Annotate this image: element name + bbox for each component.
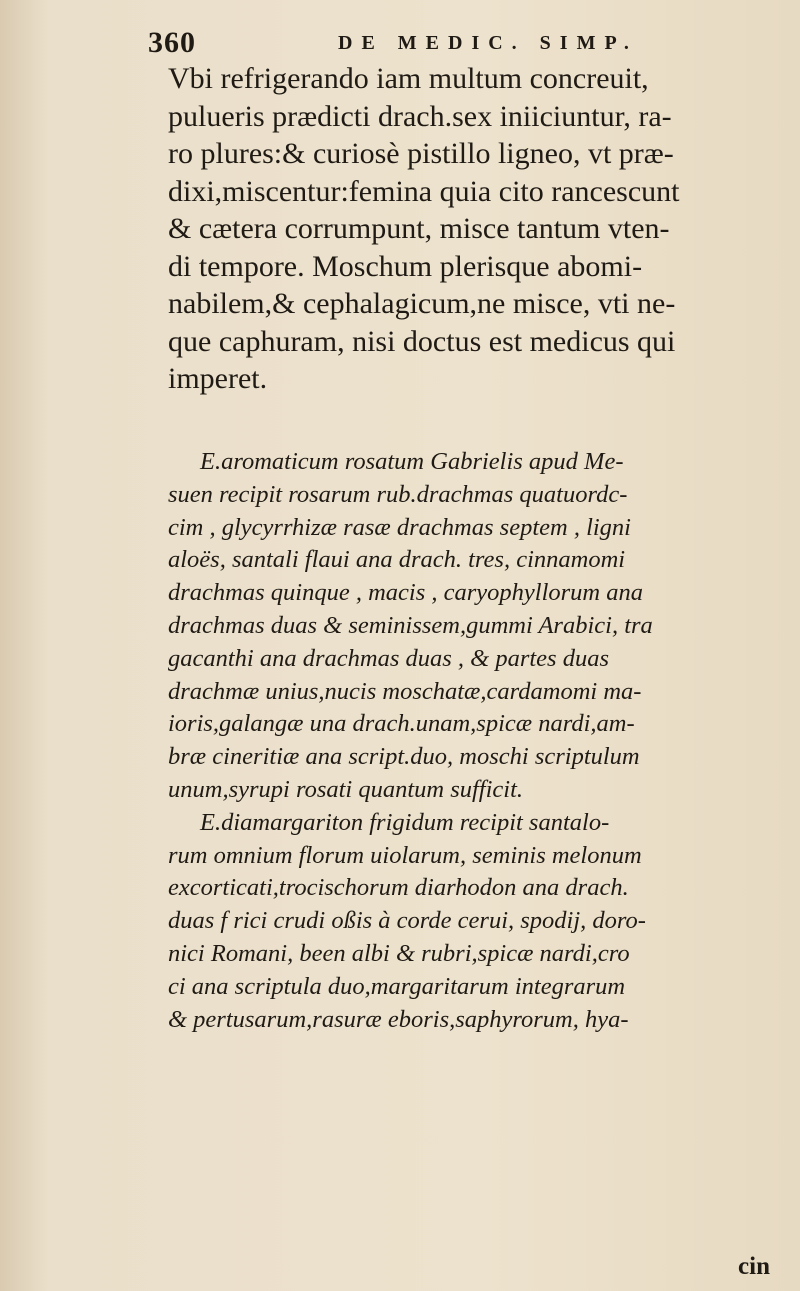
text-line: aloës, santali flaui ana drach. tres, cinnamomi bbox=[168, 546, 626, 574]
text-line: cim , glycyrrhizæ rasæ drachmas septem , ligni bbox=[168, 513, 631, 541]
text-line: unum,syrupi rosati quantum sufficit. bbox=[168, 775, 524, 803]
text-line: Vbi refrigerando iam multum concreuit, bbox=[168, 62, 649, 95]
text-line: ro plures:& curiosè pistillo ligneo, vt præ- bbox=[168, 137, 674, 170]
running-title: DE MEDIC. SIMP. bbox=[338, 32, 638, 54]
text-line: drachmæ unius,nucis moschatæ,cardamomi ma- bbox=[168, 677, 642, 705]
text-line: bræ cineritiæ ana script.duo, moschi scriptulum bbox=[168, 743, 640, 771]
text-line: suen recipit rosarum rub.drachmas quatuordc- bbox=[168, 480, 628, 508]
text-line: duas f rici crudi oßis à corde cerui, spodij, doro- bbox=[168, 907, 646, 935]
text-line: que caphuram, nisi doctus est medicus qui bbox=[168, 324, 676, 358]
text-line: nabilem,& cephalagicum,ne misce, vti ne- bbox=[168, 287, 676, 320]
running-head bbox=[148, 26, 778, 60]
roman-text-block bbox=[168, 60, 788, 398]
text-line: dixi,miscentur:femina quia cito rancescunt bbox=[168, 174, 680, 208]
text-line: di tempore. Moschum plerisque abomi- bbox=[168, 249, 643, 283]
text-line: excorticati,trocischorum diarhodon ana drach. bbox=[168, 874, 629, 902]
text-line: nici Romani, been albi & rubri,spicæ nardi,cro bbox=[168, 939, 630, 967]
text-line: & pertusarum,rasuræ eboris,saphyrorum, hya- bbox=[168, 1005, 629, 1033]
text-line: rum omnium florum uiolarum, seminis melonum bbox=[168, 841, 642, 869]
italic-text-block bbox=[168, 446, 794, 1036]
text-line: pulueris prædicti drach.sex iniiciuntur, ra- bbox=[168, 99, 672, 133]
text-line: ioris,galangæ una drach.unam,spicæ nardi,am- bbox=[168, 710, 635, 738]
text-line: E.aromaticum rosatum Gabrielis apud Me- bbox=[200, 448, 624, 475]
catchword: cin bbox=[738, 1253, 770, 1280]
text-line: drachmas duas & seminissem,gummi Arabici, tra bbox=[168, 611, 653, 639]
text-line: gacanthi ana drachmas duas , & partes duas bbox=[168, 644, 609, 672]
text-line: drachmas quinque , macis , caryophyllorum ana bbox=[168, 579, 643, 607]
text-line: E.diamargariton frigidum recipit santalo- bbox=[200, 808, 610, 836]
text-line: & cætera corrumpunt, misce tantum vten- bbox=[168, 212, 670, 245]
page-number: 360 bbox=[148, 26, 196, 59]
text-line: ci ana scriptula duo,margaritarum integrarum bbox=[168, 972, 626, 1000]
text-line: imperet. bbox=[168, 362, 268, 395]
